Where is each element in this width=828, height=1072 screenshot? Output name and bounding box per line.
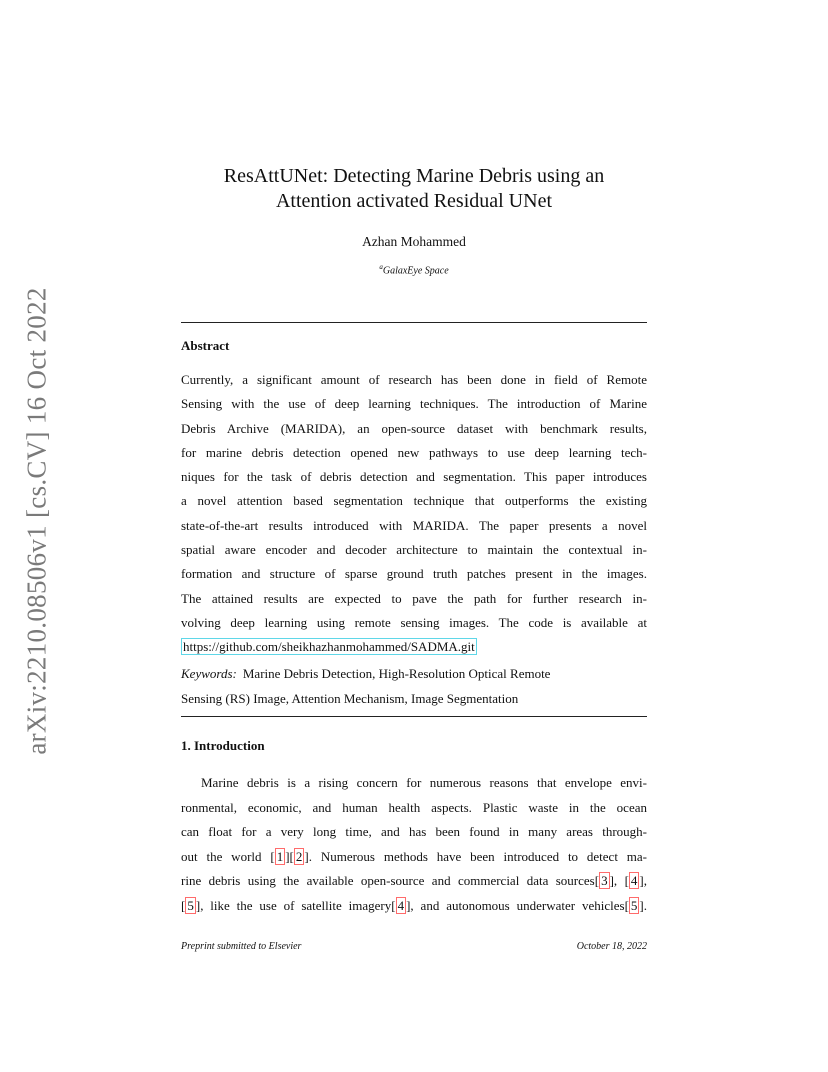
citation-link[interactable]: 4: [630, 873, 638, 888]
abstract-line: spatial aware encoder and decoder architecture to maintain the contextual in-: [181, 542, 647, 558]
citation-link[interactable]: 4: [397, 897, 405, 913]
title-line-2: Attention activated Residual UNet: [275, 190, 553, 212]
title-line-1: ResAttUNet: Detecting Marine Debris using an: [223, 165, 605, 187]
abstract-body: [181, 368, 647, 660]
code-repository-link[interactable]: https://github.com/sheikhazhanmohammed/SADMA.git: [183, 639, 475, 655]
intro-line: can float for a very long time, and has been found in many areas through-: [181, 824, 647, 839]
footer-date: October 18, 2022: [576, 941, 647, 952]
intro-text: . Numerous methods have been introduced to detect ma-: [308, 848, 647, 864]
intro-text: ,: [613, 873, 625, 888]
abstract-line: for marine debris detection opened new pathways to use deep learning tech-: [181, 444, 647, 460]
citation-link[interactable]: 2: [295, 848, 303, 864]
intro-text: rine debris using the available open-source and commercial data sources: [181, 873, 595, 888]
affiliation-name: GalaxEye Space: [382, 265, 449, 277]
intro-line: rine debris using the available open-source and commercial data sources[ 3 ], [ 4 ],: [181, 873, 647, 888]
intro-text: ,: [643, 873, 647, 888]
abstract-line: volving deep learning using remote sensing images. The code is available at: [181, 614, 647, 630]
abstract-line: state-of-the-art results introduced with MARIDA. The paper presents a novel: [181, 517, 647, 533]
abstract-line: formation and structure of sparse ground truth patches present in the images.: [181, 566, 647, 582]
affiliation-marker: a: [379, 263, 383, 271]
abstract-line: The attained results are expected to pave the path for further research in-: [181, 590, 647, 606]
abstract-heading: Abstract: [181, 338, 230, 353]
keywords-label: Keywords:: [181, 666, 237, 681]
intro-text: , and autonomous underwater vehicles: [410, 897, 625, 913]
intro-line: ronmental, economic, and human health aspects. Plastic waste in the ocean: [181, 799, 647, 815]
introduction-body: [181, 771, 647, 918]
introduction-heading: 1. Introduction: [181, 738, 265, 753]
intro-text: .: [643, 897, 647, 913]
intro-text: , like the use of satellite imagery: [200, 897, 392, 913]
footer-preprint-note: Preprint submitted to Elsevier: [181, 941, 302, 952]
intro-line: out the world [ 1 ][ 2 ]. Numerous methods have been introduced to detect ma-: [181, 848, 647, 864]
abstract-bottom-rule: [181, 716, 647, 717]
citation-link[interactable]: 3: [601, 873, 608, 888]
keywords-line-1: [181, 661, 647, 686]
abstract-line: niques for the task of debris detection and segmentation. This paper introduces: [181, 469, 647, 485]
abstract-line: a novel attention based segmentation technique that outperforms the existing: [181, 493, 647, 509]
page-footer: [181, 941, 647, 952]
abstract-top-rule: [181, 322, 647, 323]
arxiv-identifier-stamp: arXiv:2210.08506v1 [cs.CV] 16 Oct 2022: [21, 287, 52, 755]
paper-title: [181, 164, 647, 214]
keywords-text-2: Sensing (RS) Image, Attention Mechanism, Image Segmentation: [181, 691, 519, 706]
citation-link[interactable]: 5: [187, 897, 194, 913]
abstract-line: [181, 635, 647, 659]
author-name: Azhan Mohammed: [362, 234, 466, 249]
keywords: [181, 661, 647, 711]
intro-text: out the world: [181, 848, 271, 864]
abstract-line: Sensing with the use of deep learning techniques. The introduction of Marine: [181, 396, 647, 412]
citation-link[interactable]: 5: [630, 897, 638, 913]
abstract-line: Currently, a significant amount of research has been done in field of Remote: [181, 372, 647, 387]
intro-line: [ 5 ], like the use of satellite imagery[ 4 ], and autonomous underwater vehicles[ 5 ].: [181, 897, 647, 913]
citation-link[interactable]: 1: [276, 848, 284, 864]
keywords-text-1: Marine Debris Detection, High-Resolution Optical Remote: [242, 666, 551, 681]
affiliation: [181, 263, 647, 276]
abstract-line: Debris Archive (MARIDA), an open-source dataset with benchmark results,: [181, 420, 647, 436]
intro-line: Marine debris is a rising concern for numerous reasons that envelope envi-: [201, 775, 647, 790]
